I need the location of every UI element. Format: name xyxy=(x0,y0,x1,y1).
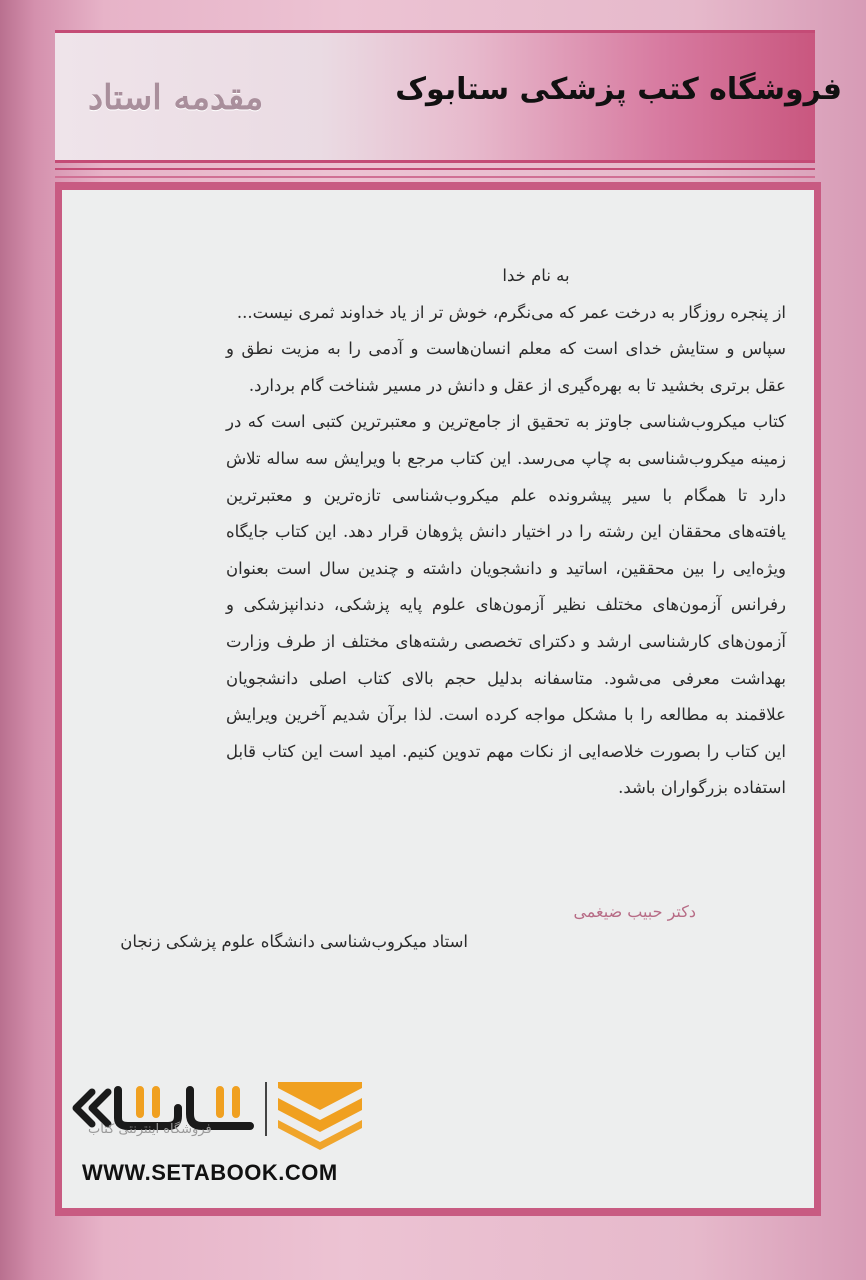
section-title: مقدمه استاد xyxy=(88,78,264,118)
paragraph-book-intro: کتاب میکروب‌شناسی جاوتز به تحقیق از جامع‌ترین و معتبرترین کتبی است که در زمینه میکروب‌شناسی به چاپ می‌رسد. این کتاب مرجع با ویرایش سه ساله تلاش دارد تا همگام با سیر پیشرونده علم میکروب‌شناسی تازه‌ترین و معتبرترین یافته‌های محققان این رشته را در اختیار دانش پژوهان قرار دهد. این کتاب جایگاه ویژه‌ایی را بین محققین، اساتید و دانشجویان داشته و چندین سال است بعنوان رفرانس آزمون‌های مختلف نظیر آزمون‌های علوم پایه پزشکی، دندانپزشکی و آزمون‌های کارشناسی ارشد و دکترای تخصصی رشته‌های مختلف از طرف وزارت بهداشت معرفی می‌شود. متاسفانه بدلیل حجم بالای کتاب اصلی دانشجویان علاقمند به مطالعه را با مشکل مواجه کرده است. لذا برآن شدیم آخرین ویرایش این کتاب را بصورت خلاصه‌ایی از نکات مهم تدوین کنیم. امید است این کتاب قابل استفاده بزرگواران باشد. xyxy=(226,412,786,798)
paragraph-praise: سپاس و ستایش خدای است که معلم انسان‌هاست و آدمی را به مزیت نطق و عقل برتری بخشید تا به بهره‌گیری از عقل و دانش در مسیر شناخت گام بردارد. xyxy=(226,339,786,395)
store-banner: فروشگاه کتب پزشکی ستابوک xyxy=(395,72,842,107)
signature-name: دکتر حبیب ضیغمی xyxy=(573,902,696,921)
setabook-logo-icon xyxy=(70,1070,370,1150)
header-divider xyxy=(55,168,815,170)
header-divider-thin xyxy=(55,176,815,178)
signature-title: استاد میکروب‌شناسی دانشگاه علوم پزشکی زنجان xyxy=(120,932,468,951)
preface-text xyxy=(226,258,786,807)
paragraph-opening: از پنجره روزگار به درخت عمر که می‌نگرم، خوش تر از یاد خداوند ثمری نیست... xyxy=(236,302,786,322)
header-top-rule xyxy=(55,30,815,33)
brand-subtitle: فروشگاه اینترنتی کتاب xyxy=(88,1122,212,1137)
bismillah: به نام خدا xyxy=(502,266,570,285)
header-bottom-rule xyxy=(55,160,815,163)
site-url: WWW.SETABOOK.COM xyxy=(82,1160,338,1185)
